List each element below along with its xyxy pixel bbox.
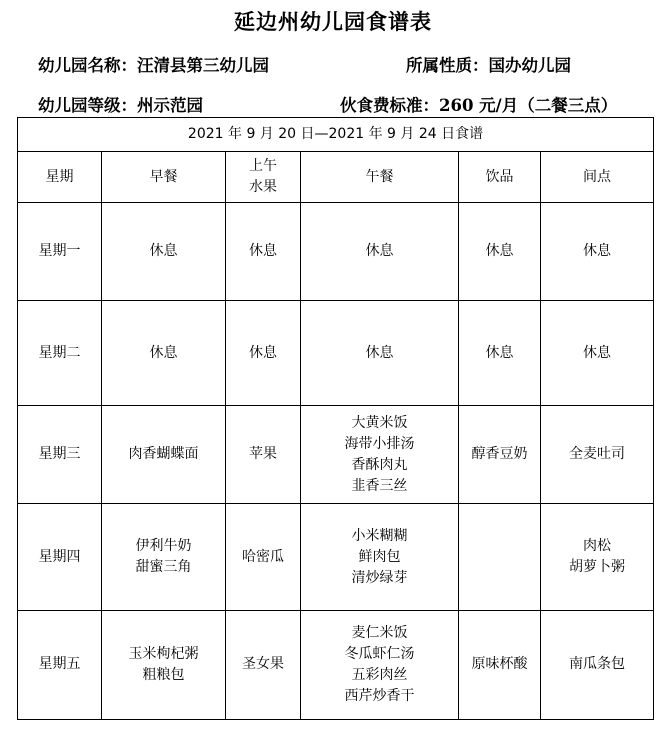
header-fruit-line1: 上午: [249, 158, 277, 175]
lunch-cell: [301, 610, 459, 719]
lunch-item: 休息: [365, 344, 394, 361]
fruit-item: 休息: [249, 344, 277, 361]
lunch-item: 海带小排汤: [344, 435, 415, 452]
breakfast-cell: [102, 610, 226, 719]
lunch-item: 五彩肉丝: [351, 666, 408, 683]
breakfast-item: 休息: [149, 344, 178, 361]
menu-row: [18, 504, 654, 610]
kindergarten-name: 幼儿园名称：汪清县第三幼儿园: [38, 56, 269, 75]
drink-item: 休息: [485, 243, 514, 260]
drink-item: 原味杯酸: [471, 656, 528, 673]
drink-cell: [459, 610, 541, 719]
lunch-item: 西芹炒香干: [344, 687, 415, 704]
weekday-cell: 星期二: [18, 301, 102, 406]
fruit-cell: [226, 610, 301, 719]
breakfast-cell: [102, 202, 226, 300]
fruit-item: 哈密瓜: [242, 548, 284, 565]
drink-cell: [459, 504, 541, 610]
meal-fee-standard: 伙食费标准：260 元/月（二餐三点）: [340, 96, 618, 115]
page-title: 延边州幼儿园食谱表: [234, 9, 432, 34]
lunch-cell: [301, 301, 459, 406]
kindergarten-nature: 所属性质：国办幼儿园: [406, 56, 571, 75]
snack-cell: [541, 406, 654, 504]
drink-item: 醇香豆奶: [471, 446, 528, 463]
breakfast-cell: [102, 504, 226, 610]
fruit-item: 休息: [249, 243, 277, 260]
weekday-cell: 星期三: [18, 406, 102, 504]
date-range: 2021 年 9 月 20 日—2021 年 9 月 24 日食谱: [18, 118, 654, 152]
header-morning-fruit: [226, 152, 301, 203]
fruit-cell: [226, 301, 301, 406]
lunch-item: 麦仁米饭: [351, 624, 408, 641]
snack-cell: [541, 504, 654, 610]
breakfast-item: 肉香蝴蝶面: [128, 446, 199, 463]
kindergarten-level: 幼儿园等级：州示范园: [38, 96, 203, 115]
drink-cell: [459, 202, 541, 300]
lunch-item: 大黄米饭: [351, 414, 408, 431]
menu-table: [17, 117, 654, 720]
drink-item: 休息: [485, 344, 514, 361]
drink-cell: [459, 301, 541, 406]
breakfast-cell: [102, 301, 226, 406]
lunch-item: 香酥肉丸: [351, 456, 408, 473]
weekday-cell: 星期一: [18, 202, 102, 300]
fruit-cell: [226, 504, 301, 610]
snack-cell: [541, 202, 654, 300]
breakfast-item: 甜蜜三角: [135, 559, 192, 576]
lunch-cell: [301, 406, 459, 504]
lunch-item: 小米糊糊: [351, 527, 408, 544]
header-weekday: 星期: [18, 152, 102, 203]
snack-item: 胡萝卜粥: [569, 559, 626, 576]
breakfast-item: 玉米枸杞粥: [128, 645, 199, 662]
date-range-row: [18, 118, 654, 152]
lunch-item: 韭香三丝: [351, 477, 408, 494]
breakfast-item: 休息: [149, 243, 178, 260]
breakfast-item: 伊利牛奶: [135, 538, 192, 555]
header-row: [18, 152, 654, 203]
lunch-cell: [301, 202, 459, 300]
fruit-cell: [226, 202, 301, 300]
header-fruit-line2: 水果: [249, 179, 277, 196]
snack-item: 休息: [583, 344, 612, 361]
menu-row: [18, 301, 654, 406]
lunch-item: 休息: [365, 243, 394, 260]
header-breakfast: 早餐: [102, 152, 226, 203]
weekday-cell: 星期四: [18, 504, 102, 610]
lunch-item: 清炒绿芽: [351, 569, 408, 586]
snack-item: 肉松: [583, 538, 612, 555]
menu-row: [18, 202, 654, 300]
drink-cell: [459, 406, 541, 504]
breakfast-cell: [102, 406, 226, 504]
header-lunch: 午餐: [301, 152, 459, 203]
snack-cell: [541, 610, 654, 719]
header-snack: 间点: [541, 152, 654, 203]
breakfast-item: 粗粮包: [142, 666, 185, 683]
snack-item: 南瓜条包: [569, 656, 626, 673]
header-drink: 饮品: [459, 152, 541, 203]
menu-row: [18, 610, 654, 719]
lunch-item: 鲜肉包: [358, 548, 401, 565]
fruit-item: 圣女果: [242, 656, 284, 673]
fruit-cell: [226, 406, 301, 504]
fruit-item: 苹果: [249, 446, 277, 463]
lunch-cell: [301, 504, 459, 610]
menu-row: [18, 406, 654, 504]
snack-cell: [541, 301, 654, 406]
snack-item: 全麦吐司: [569, 446, 626, 463]
snack-item: 休息: [583, 243, 612, 260]
lunch-item: 冬瓜虾仁汤: [344, 645, 415, 662]
weekday-cell: 星期五: [18, 610, 102, 719]
